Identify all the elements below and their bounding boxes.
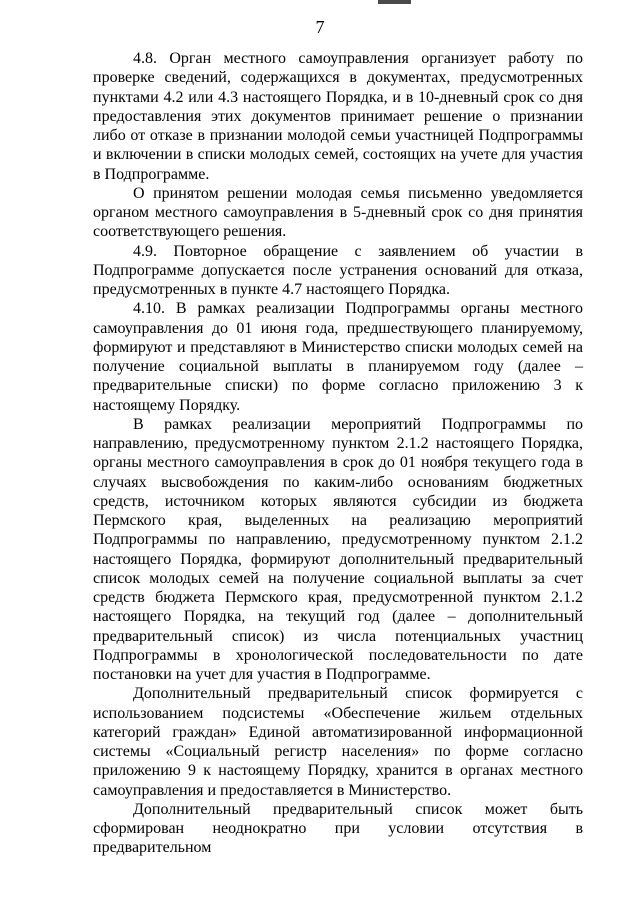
paragraph-repeated-formation: Дополнительный предварительный список может быть сформирован неоднократно при условии отсутствия в предварительном bbox=[93, 800, 583, 857]
paragraph-additional-list: В рамках реализации мероприятий Подпрограммы по направлению, предусмотренному пунктом 2.1.2 настоящего Порядка, органы местного самоуправления в срок до 01 ноября текущего года в случаях высвобождения по каким-либо основаниям бюджетных средств, источником которых являются субсидии из бюджета Пермского края, выделенных на реализацию мероприятий Подпрограммы по направлению, предусмотренному пунктом 2.1.2 настоящего Порядка, формируют дополнительный предварительный список молодых семей на получение социальной выплаты за счет средств бюджета Пермского края, предусмотренной пунктом 2.1.2 настоящего Порядка, на текущий год (далее – дополнительный предварительный список) из числа потенциальных участниц Подпрограммы в хронологической последовательности по дате постановки на учет для участия в Подпрограмме. bbox=[93, 415, 583, 683]
paragraph-4-9: 4.9. Повторное обращение с заявлением об участии в Подпрограмме допускается после устранения оснований для отказа, предусмотренных в пункте 4.7 настоящего Порядка. bbox=[93, 242, 583, 298]
paragraph-4-8: 4.8. Орган местного самоуправления организует работу по проверке сведений, содержащихся в документах, предусмотренных пунктами 4.2 или 4.3 настоящего Порядка, и в 10-дневный срок со дня предоставления этих документов принимает решение о признании либо от отказе в признании молодой семьи участницей Подпрограммы и включении в списки молодых семей, состоящих на учете для участия в Подпрограмме. bbox=[93, 50, 583, 183]
paragraph-notification: О принятом решении молодая семья письменно уведомляется органом местного самоуправления в 5-дневный срок со дня принятия соответствующего решения. bbox=[93, 184, 583, 241]
paragraph-4-10: 4.10. В рамках реализации Подпрограммы органы местного самоуправления до 01 июня года, предшествующего планируемому, формируют и представляют в Министерство списки молодых семей на получение социальной выплаты в планируемом году (далее – предварительные списки) по форме согласно приложению 3 к настоящему Порядку. bbox=[93, 300, 583, 414]
document-body bbox=[93, 49, 583, 858]
page-number: 7 bbox=[315, 17, 325, 37]
paragraph-list-formation: Дополнительный предварительный список формируется с использованием подсистемы «Обеспечение жильем отдельных категорий граждан» Единой автоматизированной информационной системы «Социальный регистр населения» по форме согласно приложению 9 к настоящему Порядку, хранится в органах местного самоуправления и предоставляется в Министерство. bbox=[93, 685, 583, 799]
scan-edge-mark bbox=[378, 0, 411, 4]
